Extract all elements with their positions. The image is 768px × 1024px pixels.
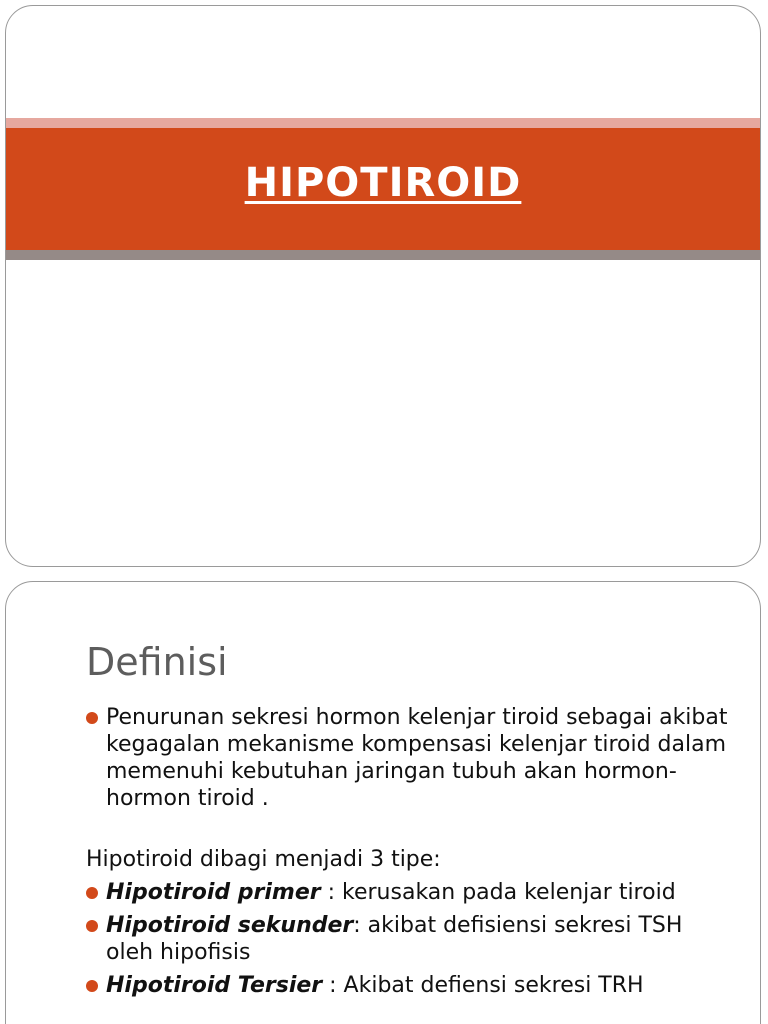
type-bullet-sekunder (86, 912, 736, 966)
bullet-dot-icon (86, 887, 98, 899)
definition-slide (5, 581, 761, 1024)
slide-heading: Definisi (86, 640, 228, 684)
definition-text: Penurunan sekresi hormon kelenjar tiroid sebagai akibat kegagalan mekanisme kompensasi kelenjar tiroid dalam memenuhi kebutuhan jaringan tubuh akan hormon-hormon tiroid . (106, 705, 728, 811)
definition-bullet (86, 704, 736, 812)
bullet-dot-icon (86, 980, 98, 992)
types-intro: Hipotiroid dibagi menjadi 3 tipe: (86, 847, 441, 872)
title-band-bottom-accent (6, 250, 760, 260)
type-description: : kerusakan pada kelenjar tiroid (320, 880, 676, 905)
title-slide (5, 5, 761, 567)
bullet-dot-icon (86, 712, 98, 724)
type-description: : akibat defisiensi sekresi TSH oleh hipofisis (106, 913, 683, 965)
title-band (6, 128, 760, 250)
type-description: : Akibat defiensi sekresi TRH (322, 973, 644, 998)
type-term: Hipotiroid Tersier (106, 973, 323, 998)
bullet-dot-icon (86, 920, 98, 932)
type-bullet-tersier (86, 972, 736, 999)
slide-title: HIPOTIROID (244, 160, 522, 206)
type-bullet-primer (86, 879, 736, 906)
title-band-top-accent (6, 118, 760, 128)
type-term: Hipotiroid sekunder (106, 913, 354, 938)
slide-content (86, 704, 736, 1005)
type-term: Hipotiroid primer (106, 880, 321, 905)
